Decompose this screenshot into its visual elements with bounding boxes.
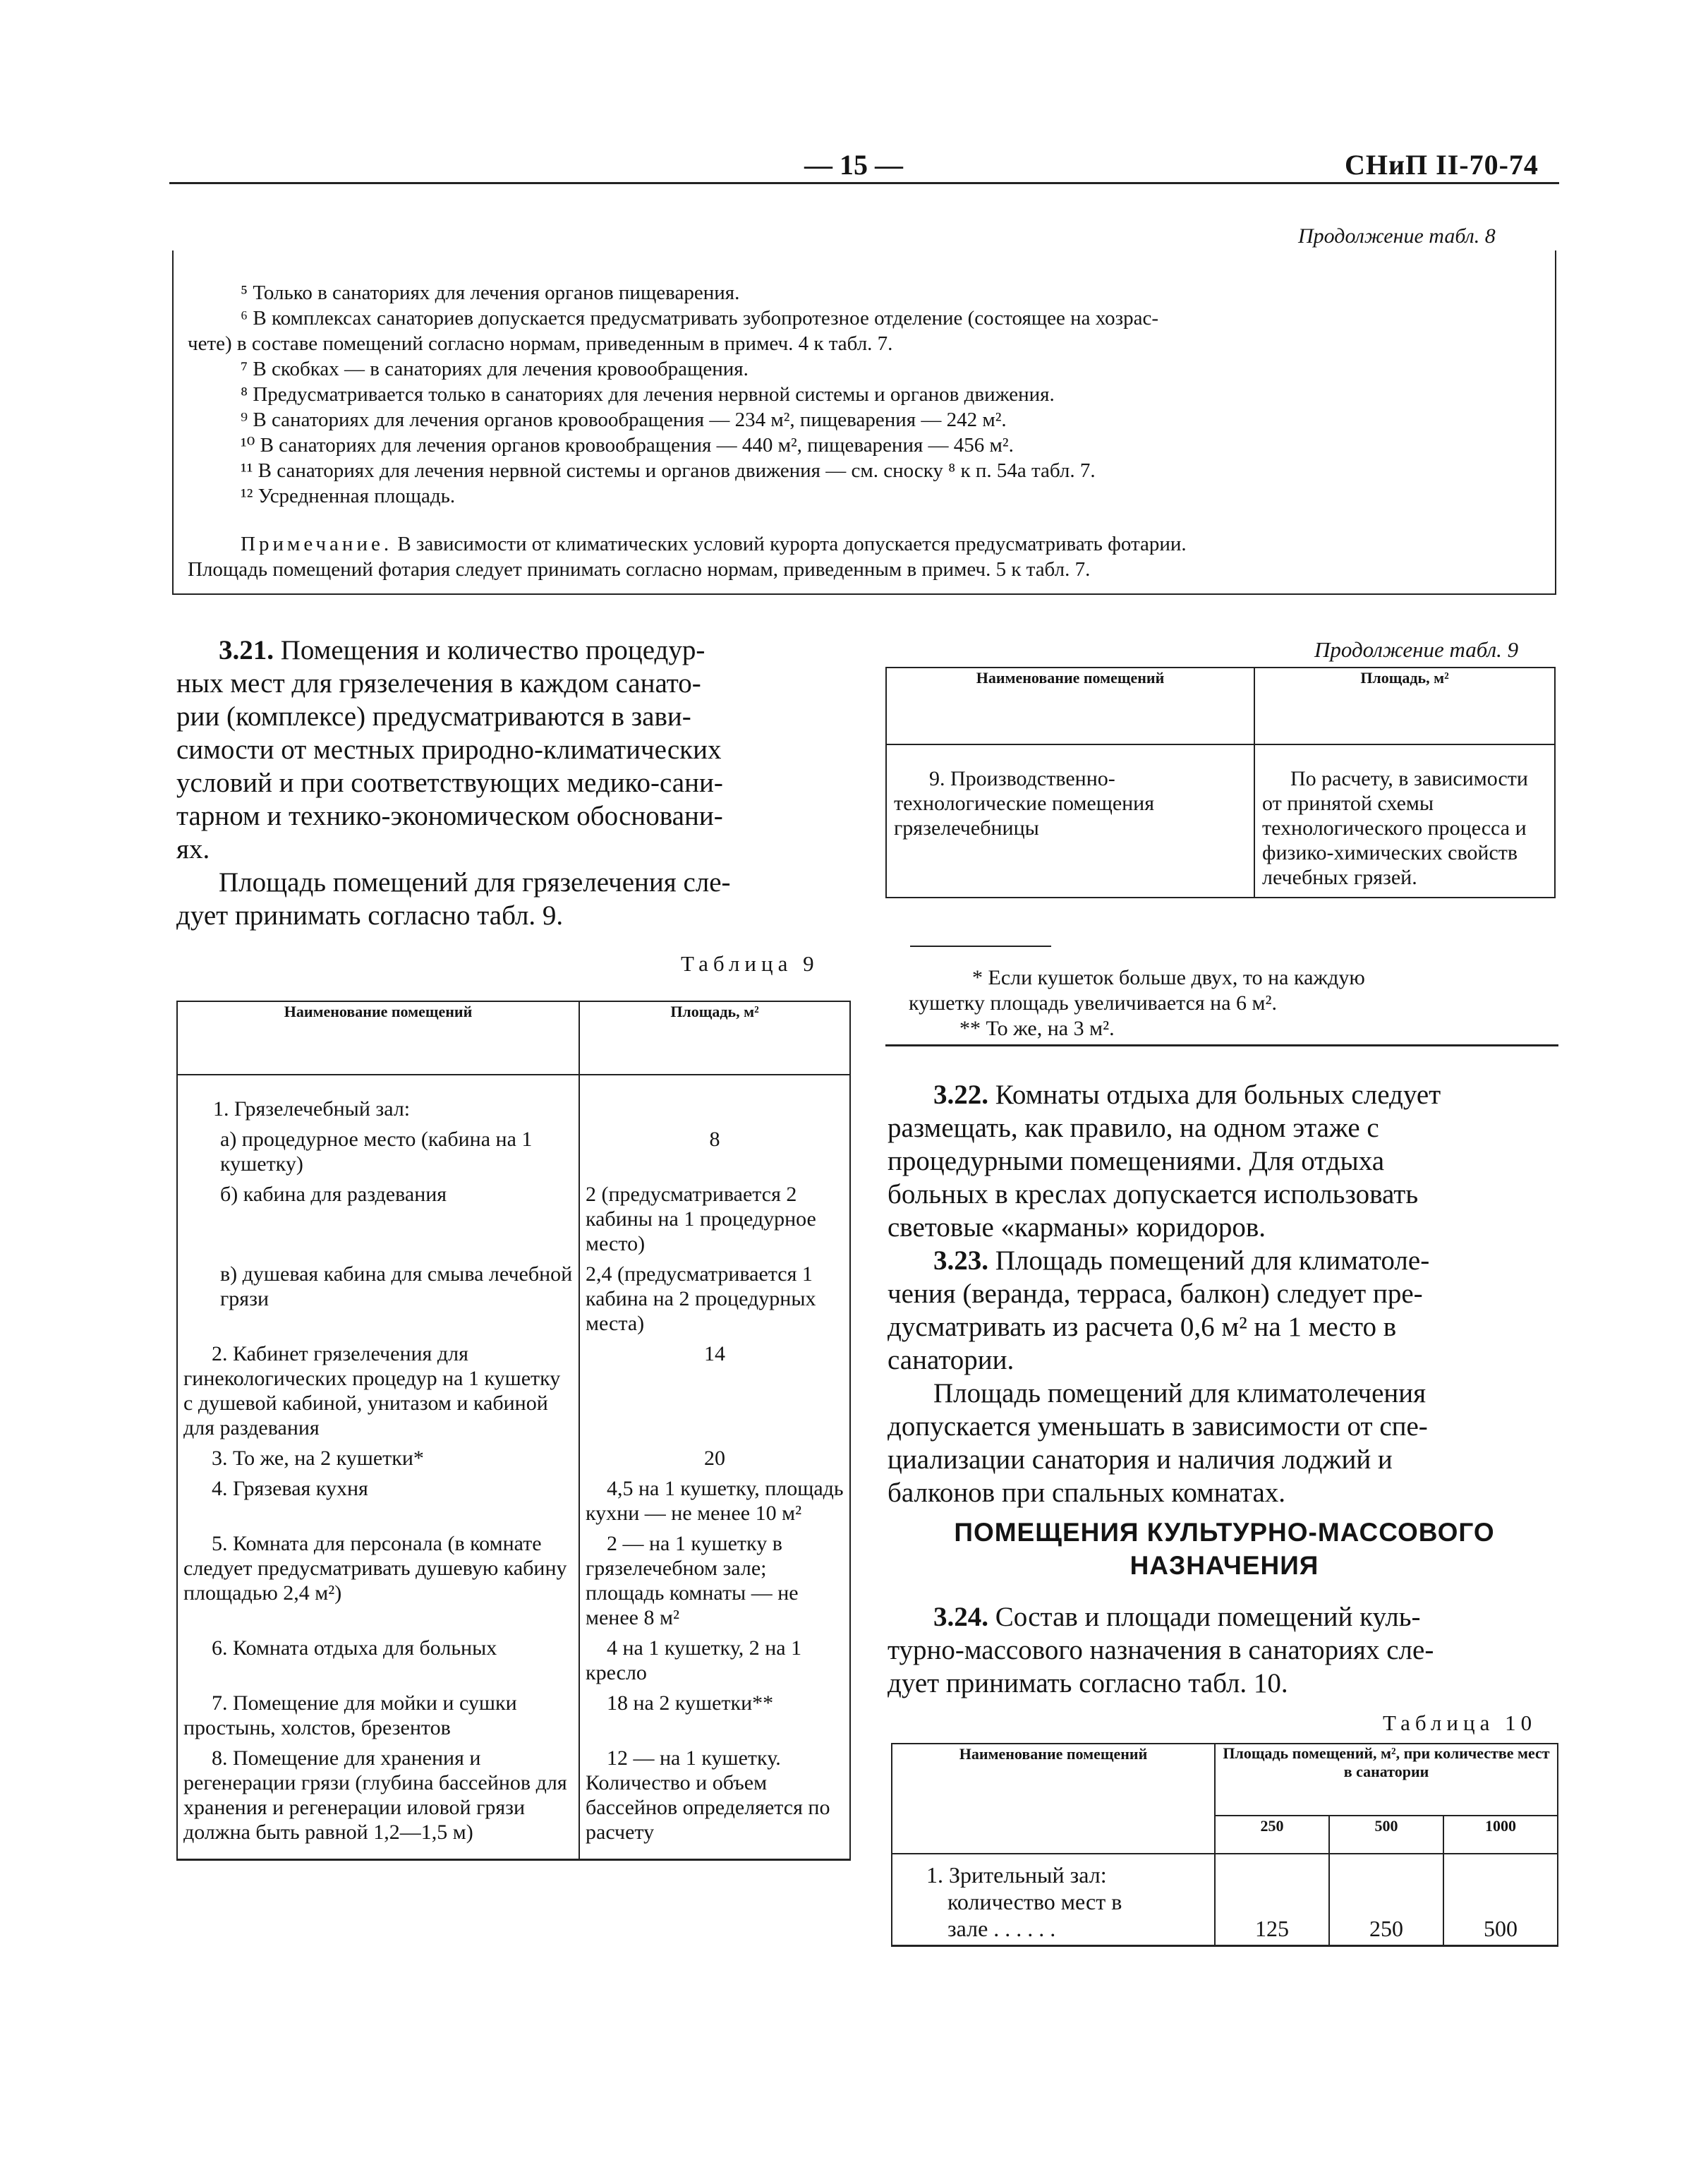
table9-caption: Таблица 9 [681, 951, 819, 976]
paragraph-number: 3.21. [219, 635, 274, 665]
paragraph-3-21 [176, 634, 850, 932]
text-line: световые «карманы» коридоров. [888, 1212, 1266, 1243]
row-area: 18 на 2 кушетки** [607, 1691, 774, 1715]
header-rule [169, 182, 1559, 184]
text-line: Состав и площади помещений куль- [995, 1602, 1421, 1632]
row-name: 5. Комната для персонала (в комнате следует предусматривать душевую кабину площадью 2,4 м²) [177, 1528, 579, 1633]
table-row [177, 1443, 850, 1473]
row-name: 8. Помещение для хранения и регенерации грязи (глубина бассейнов для хранения и регенерации иловой грязи должна быть равной 1,2—1,5 м) [177, 1743, 579, 1860]
row-name [892, 1854, 1215, 1946]
table-row [177, 1688, 850, 1743]
row-name: 6. Комната отдыха для больных [177, 1633, 579, 1688]
row-name: 2. Кабинет грязелечения для гинекологических процедур на 1 кушетку с душевой кабиной, унитазом и кабиной для раздевания [177, 1339, 579, 1443]
col-header-500: 500 [1329, 1816, 1443, 1854]
row-area: 4,5 на 1 кушетку, площадь кухни — не менее 10 м² [586, 1477, 844, 1525]
footnote-11: ¹¹ В санаториях для лечения нервной системы и органов движения — см. сноску ⁸ к п. 54а табл. 7. [241, 459, 1096, 482]
table8-footnotes-box [172, 250, 1556, 595]
text-line: рии (комплексе) предусматриваются в зави- [176, 701, 691, 732]
row-area: 2,4 (предусматривается 1 кабина на 2 процедурных места) [586, 1262, 816, 1335]
text-line: Площадь помещений для климатоле- [995, 1245, 1430, 1276]
row-area: 2 (предусматривается 2 кабины на 1 процедурное место) [586, 1183, 816, 1255]
table-header-row [177, 1001, 850, 1075]
table-row [177, 1339, 850, 1443]
table8-continuation-caption: Продолжение табл. 8 [1298, 224, 1496, 248]
text-line: дует принимать согласно табл. 10. [888, 1668, 1288, 1698]
table-row [886, 744, 1555, 898]
table-9-continuation [885, 667, 1556, 898]
text-line: допускается уменьшать в зависимости от спе- [888, 1411, 1428, 1442]
col-header-250: 250 [1215, 1816, 1329, 1854]
section-heading [888, 1516, 1561, 1582]
value-1000: 500 [1443, 1854, 1558, 1946]
paragraph-number: 3.24. [933, 1602, 988, 1632]
row-name-line: зале . . . . . . [947, 1916, 1056, 1941]
table-9 [176, 1001, 851, 1861]
footnote-6: ⁶ В комплексах санаториев допускается предусматривать зубопротезное отделение (состоящее на хозрас- [241, 307, 1159, 330]
table-header-row [892, 1744, 1558, 1816]
table8-note-line2: Площадь помещений фотария следует принимать согласно нормам, приведенным в примеч. 5 к табл. 7. [188, 558, 1091, 581]
value-500: 250 [1329, 1854, 1443, 1946]
note-text-1: В зависимости от климатических условий курорта допускается предусматривать фотарии. [392, 533, 1187, 555]
row-name: 3. То же, на 2 кушетки* [177, 1443, 579, 1473]
document-code: СНиП II-70-74 [1345, 149, 1539, 181]
row-name: б) кабина для раздевания [177, 1179, 579, 1259]
col-header-name: Наименование помещений [892, 1744, 1215, 1854]
row-name: 1. Грязелечебный зал: [177, 1075, 579, 1124]
row-area: 20 [704, 1447, 725, 1470]
right-column-rule [885, 1044, 1558, 1046]
value-250: 125 [1254, 1916, 1289, 1941]
text-line: условий и при соответствующих медико-сани- [176, 768, 723, 798]
row-name-line: количество мест в [947, 1889, 1122, 1914]
row-area: 14 [704, 1342, 725, 1365]
col-header-name: Наименование помещений [886, 668, 1254, 744]
footnote-12: ¹² Усредненная площадь. [241, 485, 456, 507]
text-line: ях. [176, 834, 210, 864]
col-header-area: Площадь, м² [579, 1001, 850, 1075]
paragraph-3-24 [888, 1600, 1561, 1700]
paragraph-number: 3.23. [933, 1245, 988, 1276]
text-line: дусматривать из расчета 0,6 м² на 1 место в [888, 1312, 1397, 1342]
col-header-area: Площадь, м² [1254, 668, 1555, 744]
section-heading-line1: ПОМЕЩЕНИЯ КУЛЬТУРНО-МАССОВОГО [954, 1518, 1495, 1547]
table-row [892, 1854, 1558, 1946]
text-line: чения (веранда, терраса, балкон) следует пре- [888, 1279, 1423, 1309]
row-area [579, 1075, 850, 1124]
footnote-8: ⁸ Предусматривается только в санаториях для лечения нервной системы и органов движения. [241, 383, 1055, 406]
text-line: Комнаты отдыха для больных следует [995, 1080, 1441, 1110]
footnote-10: ¹⁰ В санаториях для лечения органов кровообращения — 440 м², пищеварения — 456 м². [241, 434, 1014, 457]
footnote-9: ⁹ В санаториях для лечения органов кровообращения — 234 м², пищеварения — 242 м². [241, 409, 1007, 431]
section-heading-line2: НАЗНАЧЕНИЯ [1129, 1551, 1319, 1580]
table-row [177, 1075, 850, 1124]
col-header-group: Площадь помещений, м², при количестве мест в санатории [1215, 1744, 1558, 1816]
text-line: дует принимать согласно табл. 9. [176, 900, 564, 931]
text-line: больных в креслах допускается использовать [888, 1179, 1419, 1209]
table-row [177, 1528, 850, 1633]
row-name: 9. Производственно-технологические помещения грязелечебницы [886, 744, 1254, 898]
row-name: а) процедурное место (кабина на 1 кушетку) [177, 1124, 579, 1179]
table9-footnote-1-cont: кушетку площадь увеличивается на 6 м². [909, 991, 1278, 1015]
row-area: По расчету, в зависимости от принятой схемы технологического процесса и физико-химических свойств лечебных грязей. [1262, 767, 1528, 889]
table10-caption: Таблица 10 [1383, 1710, 1537, 1735]
table-row [177, 1259, 850, 1339]
text-line: Площадь помещений для грязелечения сле- [219, 867, 731, 898]
text-line: размещать, как правило, на одном этаже с [888, 1113, 1379, 1143]
text-line: процедурными помещениями. Для отдыха [888, 1146, 1385, 1176]
table-row [177, 1743, 850, 1860]
row-area: 12 — на 1 кушетку. Количество и объем бассейнов определяется по расчету [586, 1746, 830, 1844]
footnote-6-cont: чете) в составе помещений согласно нормам, приведенным в примеч. 4 к табл. 7. [188, 332, 893, 355]
note-label: Примечание. [241, 533, 393, 555]
col-header-1000: 1000 [1443, 1816, 1558, 1854]
paragraph-3-22 [888, 1078, 1561, 1509]
table9-footnote-1: * Если кушеток больше двух, то на каждую [972, 966, 1365, 989]
table-10 [891, 1743, 1558, 1947]
text-line: Помещения и количество процедур- [280, 635, 705, 665]
table-row [177, 1473, 850, 1528]
row-name-line: 1. Зрительный зал: [926, 1862, 1107, 1888]
footnote-7: ⁷ В скобках — в санаториях для лечения кровообращения. [241, 358, 749, 380]
row-area: 8 [709, 1128, 720, 1151]
row-name: в) душевая кабина для смыва лечебной грязи [177, 1259, 579, 1339]
text-line: ных мест для грязелечения в каждом санато- [176, 668, 701, 699]
table9-continuation-caption: Продолжение табл. 9 [1314, 637, 1519, 662]
table9-footnote-2: ** То же, на 3 м². [959, 1017, 1115, 1040]
table8-note [241, 531, 1187, 557]
text-line: симости от местных природно-климатических [176, 735, 722, 765]
table-row [177, 1124, 850, 1179]
row-area: 4 на 1 кушетку, 2 на 1 кресло [586, 1636, 802, 1684]
table-row [177, 1179, 850, 1259]
text-line: турно-массового назначения в санаториях сле- [888, 1635, 1434, 1665]
text-line: Площадь помещений для климатолечения [933, 1378, 1427, 1408]
footnote-rule [910, 946, 1051, 947]
page-number: — 15 — [804, 149, 903, 181]
row-name: 4. Грязевая кухня [177, 1473, 579, 1528]
table-row [177, 1633, 850, 1688]
table-header-row [886, 668, 1555, 744]
col-header-name: Наименование помещений [177, 1001, 579, 1075]
text-line: санатории. [888, 1345, 1014, 1375]
footnote-5: ⁵ Только в санаториях для лечения органов пищеварения. [241, 282, 740, 304]
row-area: 2 — на 1 кушетку в грязелечебном зале; площадь комнаты — не менее 8 м² [586, 1532, 799, 1629]
text-line: циализации санатория и наличия лоджий и [888, 1444, 1393, 1475]
paragraph-number: 3.22. [933, 1080, 988, 1110]
text-line: балконов при спальных комнатах. [888, 1478, 1286, 1508]
row-name: 7. Помещение для мойки и сушки простынь, холстов, брезентов [177, 1688, 579, 1743]
text-line: тарном и технико-экономическом обосновани- [176, 801, 723, 831]
